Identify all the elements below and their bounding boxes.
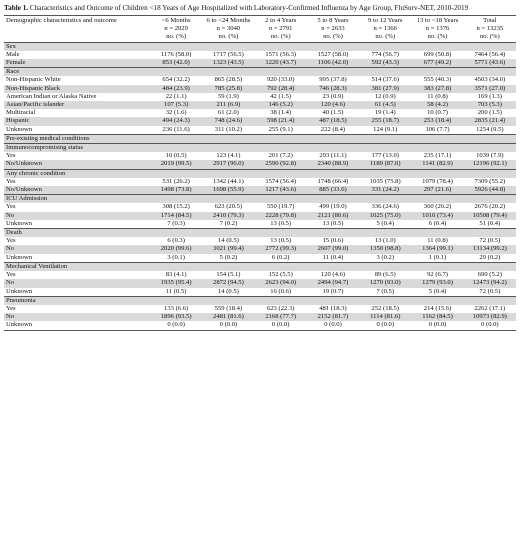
table-row [4,305,516,313]
table-cell: 853 (42.0) [150,59,202,68]
section-label: Sex [4,42,516,51]
table-cell: 19 (0.7) [322,287,344,295]
table-cell: 1748 (66.4) [317,177,349,185]
table-cell: 2481 (81.6) [202,313,254,321]
table-cell: 255 (9.1) [268,125,293,133]
table-row [4,245,516,253]
table-cell: 13 (0.5) [270,219,292,227]
row-label: No/Unknown [4,160,150,169]
table-cell: 2168 (77.7) [255,313,307,321]
row-label: No [4,313,150,321]
table-cell: 61 (2.0) [217,109,239,117]
row-label: Unknown [4,321,150,330]
subsection-row [4,144,516,153]
table-row [4,237,516,245]
table-cell: 677 (49.2) [411,59,463,68]
table-cell: 1270 (93.0) [359,279,411,287]
table-cell: 555 (40.3) [423,76,452,84]
header-col: 2 to 4 Years [255,16,307,26]
table-cell: 2494 (94.7) [307,279,359,287]
table-cell: 236 (11.6) [162,125,190,133]
row-label: Unknown [6,219,33,227]
table-cell: 865 (28.5) [214,76,243,84]
table-cell: 40 (1.5) [322,109,344,117]
table-row [4,101,516,109]
table-cell: 297 (21.6) [411,186,463,195]
table-cell: 29 (0.2) [479,253,501,261]
header-first-col: Demographic characteristics and outcome [4,16,150,26]
table-row [4,220,516,229]
table-cell: 59 (1.9) [217,92,239,100]
table-cell: 61 (4.5) [359,101,411,109]
row-label: Unknown [6,253,33,261]
table-cell: 14 (0.5) [217,237,239,245]
table-cell: 0 (0.0) [464,321,516,330]
table-cell: 38 (1.4) [270,109,292,117]
table-cell: 1220 (43.7) [255,59,307,68]
table-cell: 6 (0.4) [428,219,447,227]
header-unit: no. (%) [464,33,516,42]
table-cell: 381 (27.9) [359,85,411,93]
table-cell: 7 (0.2) [219,219,238,227]
header-col: 9 to 12 Years [359,16,411,26]
table-cell: 72 (0.5) [479,237,501,245]
table-cell: 22 (1.1) [165,92,187,100]
table-body [4,16,516,331]
table-row [4,117,516,125]
table-cell: 2410 (79.3) [202,212,254,220]
table-cell: 531 (26.2) [162,177,190,185]
table-cell: 7 (0.5) [376,287,395,295]
header-n: n = 1366 [373,25,398,33]
table-cell: 2835 (21.4) [464,117,516,125]
table-cell: 0 (0.0) [150,321,202,330]
table-cell: 2590 (92.8) [255,160,307,169]
table-cell: 89 (6.5) [374,271,396,279]
table-cell: 120 (4.6) [307,101,359,109]
table-cell: 214 (15.6) [423,304,452,312]
section-row [4,68,516,77]
table-cell: 0 (0.0) [359,321,411,330]
table-cell: 10973 (82.9) [464,313,516,321]
table-cell: 253 (18.4) [411,117,463,125]
table-cell: 690 (5.2) [477,271,502,279]
table-cell: 5 (0.4) [376,219,395,227]
header-n: n = 2791 [268,25,293,33]
table-cell: 42 (1.5) [270,92,292,100]
table-cell: 15 (0.6) [322,237,344,245]
table-caption [4,4,516,13]
header-n: n = 1376 [425,25,450,33]
table-row [4,212,516,220]
table-cell: 13 (0.5) [270,237,292,245]
table-cell: 885 (33.6) [307,186,359,195]
table-cell: 7309 (55.2) [474,177,506,185]
table-cell: 10508 (79.4) [464,212,516,220]
header-n: n = 2633 [321,25,345,33]
table-cell: 7464 (56.4) [474,50,506,58]
table-cell: 5 (0.2) [219,253,238,261]
table-cell: 1279 (93.0) [411,279,463,287]
table-cell: 19 (1.4) [374,109,396,117]
section-row [4,229,516,238]
table-cell: 235 (17.1) [423,152,452,160]
header-n-row [4,25,516,33]
table-cell: 360 (26.2) [423,203,452,211]
row-label: Asian/Pacific islander [4,101,150,109]
table-row [4,254,516,263]
table-cell: 4503 (34.0) [474,76,506,84]
section-label: Mechanical Ventilation [4,262,516,271]
section-label: ICU Admission [4,195,516,204]
section-row [4,262,516,271]
table-cell: 12 (0.9) [374,92,396,100]
table-row [4,59,516,68]
table-cell: 123 (4.1) [216,152,241,160]
table-cell: 1323 (43.5) [202,59,254,68]
row-label: Male [6,50,20,58]
table-row [4,109,516,117]
table-cell: 1935 (95.4) [150,279,202,287]
table-cell: 623 (22.3) [266,304,295,312]
table-cell: 7 (0.3) [167,219,185,227]
header-unit: no. (%) [150,33,202,42]
table-cell: 1717 (56.5) [213,50,244,58]
table-cell: 1896 (93.5) [150,313,202,321]
table-cell: 514 (37.6) [371,76,399,84]
table-cell: 654 (32.2) [162,76,190,84]
table-cell: 484 (23.9) [150,85,202,93]
row-label: American Indian or Alaska Native [6,92,97,100]
table-cell: 2623 (94.0) [255,279,307,287]
section-row [4,42,516,51]
header-n: n = 13235 [476,25,504,33]
table-cell: 83 (4.1) [165,271,187,279]
row-label: No [4,245,150,253]
table-cell: 2917 (96.0) [202,160,254,169]
table-row [4,279,516,287]
table-cell: 10 (0.5) [165,152,187,160]
table-row [4,85,516,93]
table-cell: 1 (0.1) [428,253,447,261]
row-label: Yes [6,237,16,245]
table-title: Characteristics and Outcome of Children <18 Years of Age Hospitalized with Laboratory-Confirmed Influenza by Age Group, FluSurv-NET, 2010-2019 [28,4,469,12]
table-cell: 383 (27.8) [411,85,463,93]
table-cell: 792 (28.4) [255,85,307,93]
table-row [4,321,516,330]
table-row [4,76,516,84]
table-cell: 0 (0.0) [255,321,307,330]
table-cell: 154 (5.1) [216,271,241,279]
section-row [4,134,516,143]
table-cell: 3021 (99.4) [202,245,254,253]
table-cell: 32 (1.6) [165,109,187,117]
table-cell: 23 (0.9) [322,92,344,100]
table-cell: 1698 (55.9) [202,186,254,195]
table-cell: 0 (0.0) [411,321,463,330]
table-cell: 124 (9.1) [373,125,398,133]
table-cell: 255 (18.7) [359,117,411,125]
table-cell: 13 (1.0) [374,237,396,245]
table-cell: 177 (13.0) [371,152,399,160]
characteristics-table [4,15,516,331]
header-unit: no. (%) [255,33,307,42]
table-cell: 2262 (17.1) [474,304,506,312]
section-label: Death [4,229,516,238]
table-cell: 1714 (84.5) [150,212,202,220]
table-cell: 222 (8.4) [320,125,346,133]
table-cell: 10 (0.7) [427,109,448,117]
table-cell: 146 (5.2) [255,101,307,109]
table-cell: 774 (56.7) [371,50,399,58]
row-label: Yes [6,304,16,312]
row-label: Non-Hispanic Black [4,85,150,93]
header-col: <6 Months [150,16,202,26]
table-cell: 72 (0.5) [479,287,501,295]
table-cell: 336 (24.6) [371,203,399,211]
table-cell: 6 (0.2) [271,253,290,261]
table-row [4,313,516,321]
table-cell: 5 (0.4) [428,287,447,295]
row-label: No [4,212,150,220]
table-cell: 1039 (7.9) [476,152,504,160]
table-cell: 200 (1.5) [477,109,502,117]
table-cell: 252 (18.5) [371,304,399,312]
table-cell: 2607 (99.0) [307,245,359,253]
table-cell: 6 (0.3) [167,237,185,245]
table-cell: 2152 (81.7) [307,313,359,321]
header-col: Total [464,16,516,26]
table-cell: 1217 (43.6) [255,186,307,195]
row-label: Yes [6,177,16,185]
table-row [4,186,516,195]
header-row [4,16,516,26]
table-cell: 2676 (20.2) [474,203,506,211]
table-cell: 3571 (27.0) [464,85,516,93]
table-cell: 3 (0.1) [167,253,185,261]
table-cell: 12196 (92.1) [464,160,516,169]
table-cell: 1498 (73.8) [150,186,202,195]
section-label: Race [4,68,516,77]
table-cell: 2020 (99.6) [150,245,202,253]
table-cell: 748 (24.6) [202,117,254,125]
table-cell: 920 (33.0) [266,76,295,84]
table-cell: 703 (5.3) [464,101,516,109]
table-cell: 14 (0.5) [217,287,239,295]
header-unit: no. (%) [411,33,463,42]
table-cell: 311 (10.2) [214,125,243,133]
subsection-label: Immunocompromising status [4,144,516,153]
table-row [4,178,516,186]
table-cell: 598 (21.4) [255,117,307,125]
table-cell: 2228 (79.8) [255,212,307,220]
header-col: 13 to <18 Years [411,16,463,26]
table-cell: 1079 (78.4) [422,177,453,185]
table-cell: 1106 (42.0) [307,59,359,68]
table-cell: 11 (0.5) [165,287,187,295]
table-cell: 487 (18.5) [307,117,359,125]
table-cell: 3 (0.2) [376,253,395,261]
section-row [4,296,516,305]
table-row [4,93,516,101]
table-row [4,288,516,297]
table-cell: 550 (19.7) [266,203,295,211]
header-n: n = 3040 [216,25,241,33]
table-cell: 2019 (99.5) [150,160,202,169]
table-cell: 1254 (9.5) [476,125,504,133]
row-label: Multiracial [6,109,36,117]
table-cell: 16 (0.6) [270,287,292,295]
table-cell: 559 (18.4) [214,304,243,312]
section-label: Pre-existing medical conditions [4,134,516,143]
row-label: Non-Hispanic White [6,76,61,84]
table-cell: 92 (6.7) [427,271,448,279]
table-label: Table 1. [4,4,29,12]
header-unit-row [4,33,516,42]
table-cell: 499 (19.0) [319,203,347,211]
table-cell: 1176 (58.0) [160,50,192,58]
section-row [4,195,516,204]
table-row [4,51,516,59]
table-cell: 13 (0.5) [322,219,344,227]
row-label: Unknown [6,125,33,133]
table-cell: 785 (25.8) [202,85,254,93]
table-row [4,271,516,279]
row-label: Unknown [6,287,33,295]
row-label: No/Unknown [4,186,150,195]
table-cell: 11 (0.8) [427,237,448,245]
table-cell: 5771 (43.6) [464,59,516,68]
table-row [4,126,516,135]
table-cell: 1189 (87.0) [359,160,411,169]
table-cell: 2340 (88.9) [307,160,359,169]
table-cell: 1114 (81.6) [359,313,411,321]
subsection-row [4,169,516,178]
table-cell: 995 (37.8) [319,76,347,84]
table-cell: 11 (0.4) [322,253,344,261]
table-row [4,160,516,169]
table-cell: 1350 (98.8) [359,245,411,253]
table-cell: 169 (1.3) [477,92,502,100]
table-cell: 1571 (56.3) [265,50,297,58]
table-cell: 331 (24.2) [359,186,411,195]
row-label: Female [4,59,150,68]
section-label: Pneumonia [4,296,516,305]
table-cell: 746 (28.3) [307,85,359,93]
table-cell: 1162 (84.5) [411,313,463,321]
table-cell: 107 (5.3) [150,101,202,109]
table-cell: 623 (20.5) [214,203,243,211]
header-n: n = 2029 [164,25,188,33]
header-col: 5 to 8 Years [307,16,359,26]
table-cell: 58 (4.2) [411,101,463,109]
table-cell: 1141 (82.9) [411,160,463,169]
table-cell: 0 (0.0) [307,321,359,330]
table-cell: 308 (15.2) [162,203,190,211]
table-cell: 2772 (99.3) [255,245,307,253]
table-cell: 1025 (75.0) [359,212,411,220]
table-cell: 1035 (75.8) [369,177,401,185]
table-cell: 592 (43.3) [359,59,411,68]
table-cell: 494 (24.3) [150,117,202,125]
table-cell: 0 (0.0) [202,321,254,330]
table-cell: 152 (5.5) [268,271,293,279]
table-cell: 211 (6.9) [202,101,254,109]
row-label: Yes [6,271,16,279]
table-cell: 5926 (44.8) [464,186,516,195]
table-cell: 1010 (73.4) [411,212,463,220]
table-cell: 106 (7.7) [425,125,450,133]
row-label: Yes [6,203,16,211]
table-row [4,152,516,160]
table-cell: 1527 (58.0) [317,50,349,58]
table-row [4,203,516,211]
table-cell: 120 (4.6) [320,271,346,279]
row-label: Yes [6,152,16,160]
header-unit: no. (%) [202,33,254,42]
table-cell: 1364 (99.1) [411,245,463,253]
table-cell: 2121 (80.6) [307,212,359,220]
table-cell: 2872 (94.5) [202,279,254,287]
table-cell: 481 (18.3) [319,304,347,312]
row-label: Hispanic [4,117,150,125]
table-cell: 51 (0.4) [479,219,501,227]
table-cell: 1342 (44.1) [213,177,244,185]
table-cell: 12473 (94.2) [464,279,516,287]
subsection-label: Any chronic condition [4,169,516,178]
header-unit: no. (%) [359,33,411,42]
table-cell: 133 (6.6) [164,304,189,312]
table-cell: 293 (11.1) [319,152,347,160]
table-cell: 201 (7.2) [268,152,293,160]
table-cell: 11 (0.8) [427,92,448,100]
header-col: 6 to <24 Months [202,16,254,26]
table-cell: 13134 (99.2) [464,245,516,253]
header-unit: no. (%) [307,33,359,42]
table-cell: 1574 (56.4) [265,177,297,185]
row-label: No [4,279,150,287]
table-cell: 699 (50.8) [423,50,452,58]
